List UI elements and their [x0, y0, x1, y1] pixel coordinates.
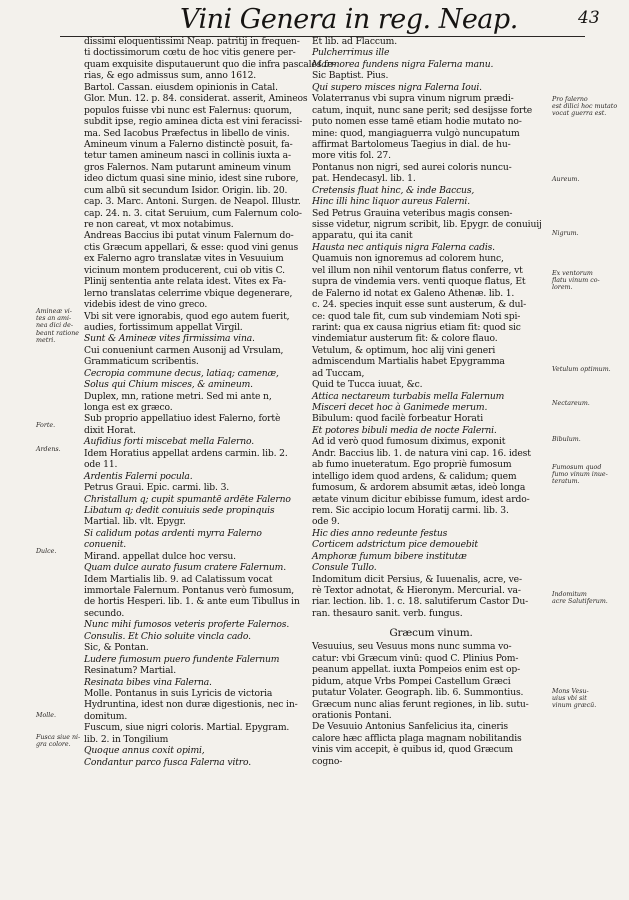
text-line: Hausta nec antiquis nigra Falerna cadis. [312, 241, 495, 253]
text-line: Duplex, mn, ratione metri. Sed mi ante n, [84, 390, 272, 402]
text-line: immortale Falernum. Pontanus verò fumosum, [84, 585, 295, 596]
text-line: Vesuuius, seu Vesuus mons nunc summa vo- [312, 641, 512, 653]
text-line: Græcum nunc alias ferunt regiones, in lib. sutu- [312, 698, 529, 710]
margin-note-line: Forte. [36, 422, 56, 429]
text-line: ce: quod tale fit, cum sub vindemiam Noti spi- [312, 310, 521, 322]
text-line: Cecropia commune decus, latiaq; camenæ, [84, 367, 279, 379]
text-line: conuenit. [84, 539, 127, 551]
text-line: de hortis Hesperi. lib. 1. & ante eum Tibullus in [84, 596, 300, 608]
text-line: Vetulum, & optimum, hoc alij vini generi [312, 344, 496, 356]
text-line: Sed Petrus Grauina veteribus magis consen- [312, 207, 513, 219]
margin-note-line: Nectareum. [552, 400, 590, 407]
margin-note-line: Pro falerno [552, 96, 588, 103]
margin-note-line: Ardens. [36, 446, 61, 453]
text-line: Petrus Graui. Epic. carmi. lib. 3. [84, 482, 230, 494]
text-line: Corticem adstrictum pice demouebit [312, 539, 478, 551]
margin-note-line: Bibulum. [552, 436, 581, 443]
margin-note [552, 400, 622, 407]
text-line: Grammaticum scribentis. [84, 356, 199, 368]
text-line: rarint: qua ex causa nigrius etiam fit: quod sic [312, 321, 521, 333]
text-line: Sic, & Pontan. [84, 642, 149, 654]
text-line: Hinc illi hinc liquor aureus Falerni. [312, 196, 470, 208]
text-line: Solus qui Chium misces, & amineum. [84, 379, 253, 391]
margin-note [36, 422, 82, 429]
text-line: De Vesuuio Antonius Sanfelicius ita, cineris [312, 721, 508, 733]
text-line: Ludere fumosum puero fundente Falernum [84, 653, 280, 665]
margin-note-line: Mons Vesu- [552, 688, 589, 695]
text-line: secundo. [84, 607, 125, 619]
text-line: dissimi eloquentissimi Neap. patritij in frequen- [84, 36, 300, 47]
text-line: cap. 24. n. 3. citat Seruium, cum Falernum colo- [84, 207, 302, 219]
margin-note [552, 688, 622, 710]
text-line: rem. Sic accipio locum Horatij carmi. lib. 3. [312, 504, 509, 516]
text-line: Ad id verò quod fumosum diximus, exponit [312, 436, 506, 448]
text-line: Resinatum? Martial. [84, 665, 176, 677]
text-line: de Falerno id notat ex Galeno Athenæ. lib. 1. [312, 287, 515, 299]
text-line: pat. Hendecasyl. lib. 1. [312, 173, 416, 185]
text-line: populos fuisse vbi nunc est Falernus: quorum, [84, 104, 292, 116]
text-line: Et potores bibuli media de nocte Falerni. [312, 424, 497, 436]
text-line: Cui conueniunt carmen Ausonij ad Vrsulam, [84, 344, 284, 356]
text-line: ode 9. [312, 516, 340, 528]
text-line: Consule Tullo. [312, 562, 377, 574]
text-line: Christallum q; cupit spumantē ardēte Falerno [84, 493, 291, 505]
text-line: Idem Martialis lib. 9. ad Calatissum vocat [84, 573, 273, 585]
text-line: Plinij sententia ante relata idest. Vites ex Fa- [84, 276, 286, 288]
text-line: peanum appellat. iuxta Pompeios enim est op- [312, 664, 521, 676]
margin-note [36, 734, 82, 748]
text-line: Aufidius forti miscebat mella Falerno. [84, 436, 254, 448]
text-line: Martial. lib. vlt. Epygr. [84, 516, 186, 528]
text-line: ti doctissimorum cœtu de hoc vitis genere per- [84, 47, 296, 59]
margin-note-line: est dilici hoc mutato [552, 103, 618, 111]
text-line: Quoque annus coxit opimi, [84, 745, 205, 757]
text-line: riar. lection. lib. 1. c. 18. salutiferum Castor Du- [312, 596, 529, 608]
text-line: Attica nectareum turbabis mella Falernum [312, 390, 505, 402]
margin-note-line: vinum græcū. [552, 702, 597, 710]
text-line: Amphoræ fumum bibere institutæ [312, 550, 467, 562]
text-line: c. 24. species inquit esse sunt austerum, & dul- [312, 299, 527, 311]
text-line: rias, & ego admissus sum, anno 1612. [84, 70, 257, 82]
margin-note-line: Indomitum [552, 591, 587, 598]
text-line: quam exquisite disputauerunt quo die infra pascales fe- [84, 58, 336, 70]
text-line: Pontanus non nigri, sed aurei coloris nuncu- [312, 161, 512, 173]
text-line: intelligo idem quod ardens, & calidum; quem [312, 470, 517, 482]
text-line: Si calidum potas ardenti myrra Falerno [84, 527, 262, 539]
text-line: gros Falernos. Nam putarunt amineum vinum [84, 161, 291, 173]
text-line: cum albū sit secundum Isidor. Origin. lib. 20. [84, 184, 288, 196]
margin-note [36, 712, 82, 719]
margin-note [552, 176, 622, 183]
text-line: Condantur parco fusca Falerna vitro. [84, 756, 252, 768]
text-line: Quam dulce aurato fusum cratere Falernum. [84, 562, 286, 574]
margin-note-line: vocat guerra est. [552, 110, 607, 118]
text-line: Resinata bibes vina Falerna. [84, 676, 212, 688]
text-line: ma. Sed Iacobus Præfectus in libello de vinis. [84, 127, 290, 139]
margin-note [552, 270, 622, 292]
text-line: catur: vbi Græcum vinū: quod C. Plinius Pom- [312, 652, 519, 664]
page-number: 43 [578, 8, 600, 28]
text-line: Cretensis fluat hinc, & inde Baccus, [312, 184, 475, 196]
margin-note-line: Aureum. [552, 176, 580, 183]
text-line: ode 11. [84, 459, 118, 471]
text-line: Misceri decet hoc à Ganimede merum. [312, 402, 488, 413]
text-line: Et lib. ad Flaccum. [312, 36, 397, 47]
text-line: admiscendum Martialis habet Epygramma [312, 356, 505, 368]
text-line: Indomitum dicit Persius, & Iuuenalis, acre, ve- [312, 573, 522, 585]
text-line: Quid te Tucca iuuat, &c. [312, 379, 423, 391]
margin-note-line: Vetulum optimum. [552, 366, 611, 373]
text-line: longa est ex græco. [84, 402, 173, 413]
text-line: Mirand. appellat dulce hoc versu. [84, 550, 236, 562]
text-line: Consulis. Et Chio soluite vincla cado. [84, 630, 251, 642]
margin-note-line: lorem. [552, 284, 573, 292]
text-line: lerno translatas celerrime vbique degenerare, [84, 287, 293, 299]
right-text-column [312, 36, 550, 767]
text-line: apparatu, qui ita canit [312, 230, 413, 242]
margin-note-line: gra colore. [36, 741, 71, 749]
margin-note-line: fumo vinum inue- [552, 471, 608, 479]
margin-note-line: Fumosum quod [552, 464, 602, 471]
margin-note [552, 591, 622, 605]
text-line: vel illum non nihil ventorum flatus conferre, vt [312, 264, 523, 276]
text-line: ætate vinum dicitur ebibisse fumum, idest ardo- [312, 493, 530, 505]
margin-note-line: Amineæ vi- [36, 308, 72, 315]
margin-note-line: Dulce. [36, 548, 57, 555]
margin-note [36, 548, 82, 555]
margin-note-line: tes an ami- [36, 315, 72, 323]
text-line: affirmat Bartolomeus Taegius in dial. de hu- [312, 138, 511, 150]
text-line: Andr. Baccius lib. 1. de natura vini cap. 16. idest [312, 447, 531, 459]
text-line: Nunc mihi fumosos veteris proferte Falernos. [84, 619, 290, 631]
text-line: subdit ipse, regio aminea dicta est vini feracissi- [84, 116, 303, 128]
text-line: ran. thesauro sanit. verb. fungus. [312, 607, 463, 619]
running-title: Vini Genera in reg. Neap. [180, 4, 518, 35]
text-line: supra de vindemia vers. venti quoque flatus, Et [312, 276, 526, 288]
text-line: Glor. Mun. 12. p. 84. considerat. asserit, Amineos [84, 93, 308, 105]
margin-note [552, 366, 622, 373]
margin-note-line: acre Salutiferum. [552, 598, 608, 606]
text-line: more vitis fol. 27. [312, 150, 391, 162]
text-line: Bibulum: quod facilè forbeatur Horati [312, 413, 483, 425]
margin-note [36, 308, 82, 344]
margin-note-line: uius vbi sit [552, 695, 587, 703]
text-line: Pulcherrimus ille [312, 47, 390, 59]
text-line: putatur Volater. Geograph. lib. 6. Summontius. [312, 687, 524, 699]
text-line: Hydruntina, idest non duræ digestionis, nec in- [84, 699, 298, 711]
margin-note [552, 436, 622, 443]
margin-note [552, 230, 622, 237]
margin-note [36, 446, 82, 453]
text-line: orationis Pontani. [312, 709, 392, 721]
text-line: Marmorea fundens nigra Falerna manu. [312, 58, 494, 70]
margin-note-line: Nigrum. [552, 230, 579, 237]
text-line: pidum, atque Vrbs Pompei Castellum Græci [312, 675, 511, 687]
text-line: Quamuis non ignoremus ad colorem hunc, [312, 253, 504, 265]
text-line: Vbi sit vere ignorabis, quod ego autem fuerit, [84, 310, 290, 322]
text-line: Molle. Pontanus in suis Lyricis de victoria [84, 687, 273, 699]
margin-note-line: Fusca siue ni- [36, 734, 81, 741]
text-line: lib. 2. in Tongilium [84, 733, 169, 745]
text-line: mine: quod, mangiaguerra vulgò nuncupatum [312, 127, 520, 139]
text-line: Volaterranus vbi supra vinum nigrum prædi- [312, 93, 514, 105]
text-line: Qui supero misces nigra Falerna Ioui. [312, 81, 482, 93]
margin-note-line: Molle. [36, 712, 56, 719]
text-line: dixit Horat. [84, 424, 136, 436]
text-line: Fuscum, siue nigri coloris. Martial. Epygram. [84, 722, 290, 734]
section-heading: Græcum vinum. [389, 627, 473, 640]
text-line: cogno- [312, 755, 343, 767]
text-line: rè Textor adnotat, & Hieronym. Mercurial. va- [312, 585, 521, 596]
text-line: Bartol. Cassan. eiusdem opinionis in Catal. [84, 81, 278, 93]
text-line: videbis idest de vino greco. [84, 299, 208, 311]
text-line: audies, fortissimum appellat Virgil. [84, 321, 243, 333]
text-line: Sub proprio appellatiuo idest Falerno, fortè [84, 413, 281, 425]
text-line: Sunt & Amineæ vites firmissima vina. [84, 333, 255, 345]
text-line: vicinum montem producerent, cui ob vitis C. [84, 264, 285, 276]
text-line: ad Tuccam, [312, 367, 365, 379]
text-line: cap. 3. Marc. Antoni. Surgen. de Neapol. Illustr. [84, 196, 301, 208]
text-line: Libatum q; dedit conuiuis sede propinquis [84, 504, 275, 516]
text-line: sisse videtur, nigrum scribit, lib. Epygr. de conuiuij [312, 219, 542, 230]
text-line: ideo dictum quasi sine minio, idest sine rubore, [84, 173, 299, 185]
text-line: calore hæc afflicta plaga magnam nobilitandis [312, 732, 522, 744]
margin-note-line: metri. [36, 336, 56, 344]
text-line: puto nomen esse tamē etiam hodie mutato no- [312, 116, 522, 128]
text-line: ex Falerno agro translatæ vites in Vesuuium [84, 253, 284, 265]
margin-note-line: beant ratione [36, 329, 79, 337]
margin-note-line: nea dici de- [36, 322, 74, 330]
text-line: fumosum, & ardorem absumit ætas, ideò longa [312, 482, 526, 494]
text-line: Hic dies anno redeunte festus [312, 527, 448, 539]
text-line: tetur tamen amineum nasci in collinis iuxta a- [84, 150, 291, 162]
text-line: Andreas Baccius ibi putat vinum Falernum do- [84, 230, 294, 242]
margin-note-line: Ex ventorum [552, 270, 593, 277]
margin-note [552, 96, 622, 118]
text-line: Ardentis Falerni pocula. [84, 470, 193, 482]
text-line: ctis Græcum appellari, & esse: quod vini genus [84, 241, 299, 253]
margin-note-line: flatu vinum co- [552, 277, 600, 285]
margin-note [552, 464, 622, 486]
text-line: Amineum vinum a Falerno distinctè posuit, fa- [84, 138, 293, 150]
text-line: Idem Horatius appellat ardens carmin. lib. 2. [84, 447, 288, 459]
margin-note-line: teratum. [552, 478, 580, 486]
text-line: ab fumo inueteratum. Ego propriè fumosum [312, 459, 512, 471]
text-line: vinis vim accepit, è quibus id, quod Græcum [312, 744, 513, 756]
text-line: re non careat, vt mox notabimus. [84, 219, 234, 230]
text-line: domitum. [84, 710, 128, 722]
text-line: Sic Baptist. Pius. [312, 70, 389, 82]
text-line: vindemiatur austerum fit: & colore flauo. [312, 333, 498, 345]
text-line: catum, inquit, nunc sane perit; sed desijsse forte [312, 104, 533, 116]
